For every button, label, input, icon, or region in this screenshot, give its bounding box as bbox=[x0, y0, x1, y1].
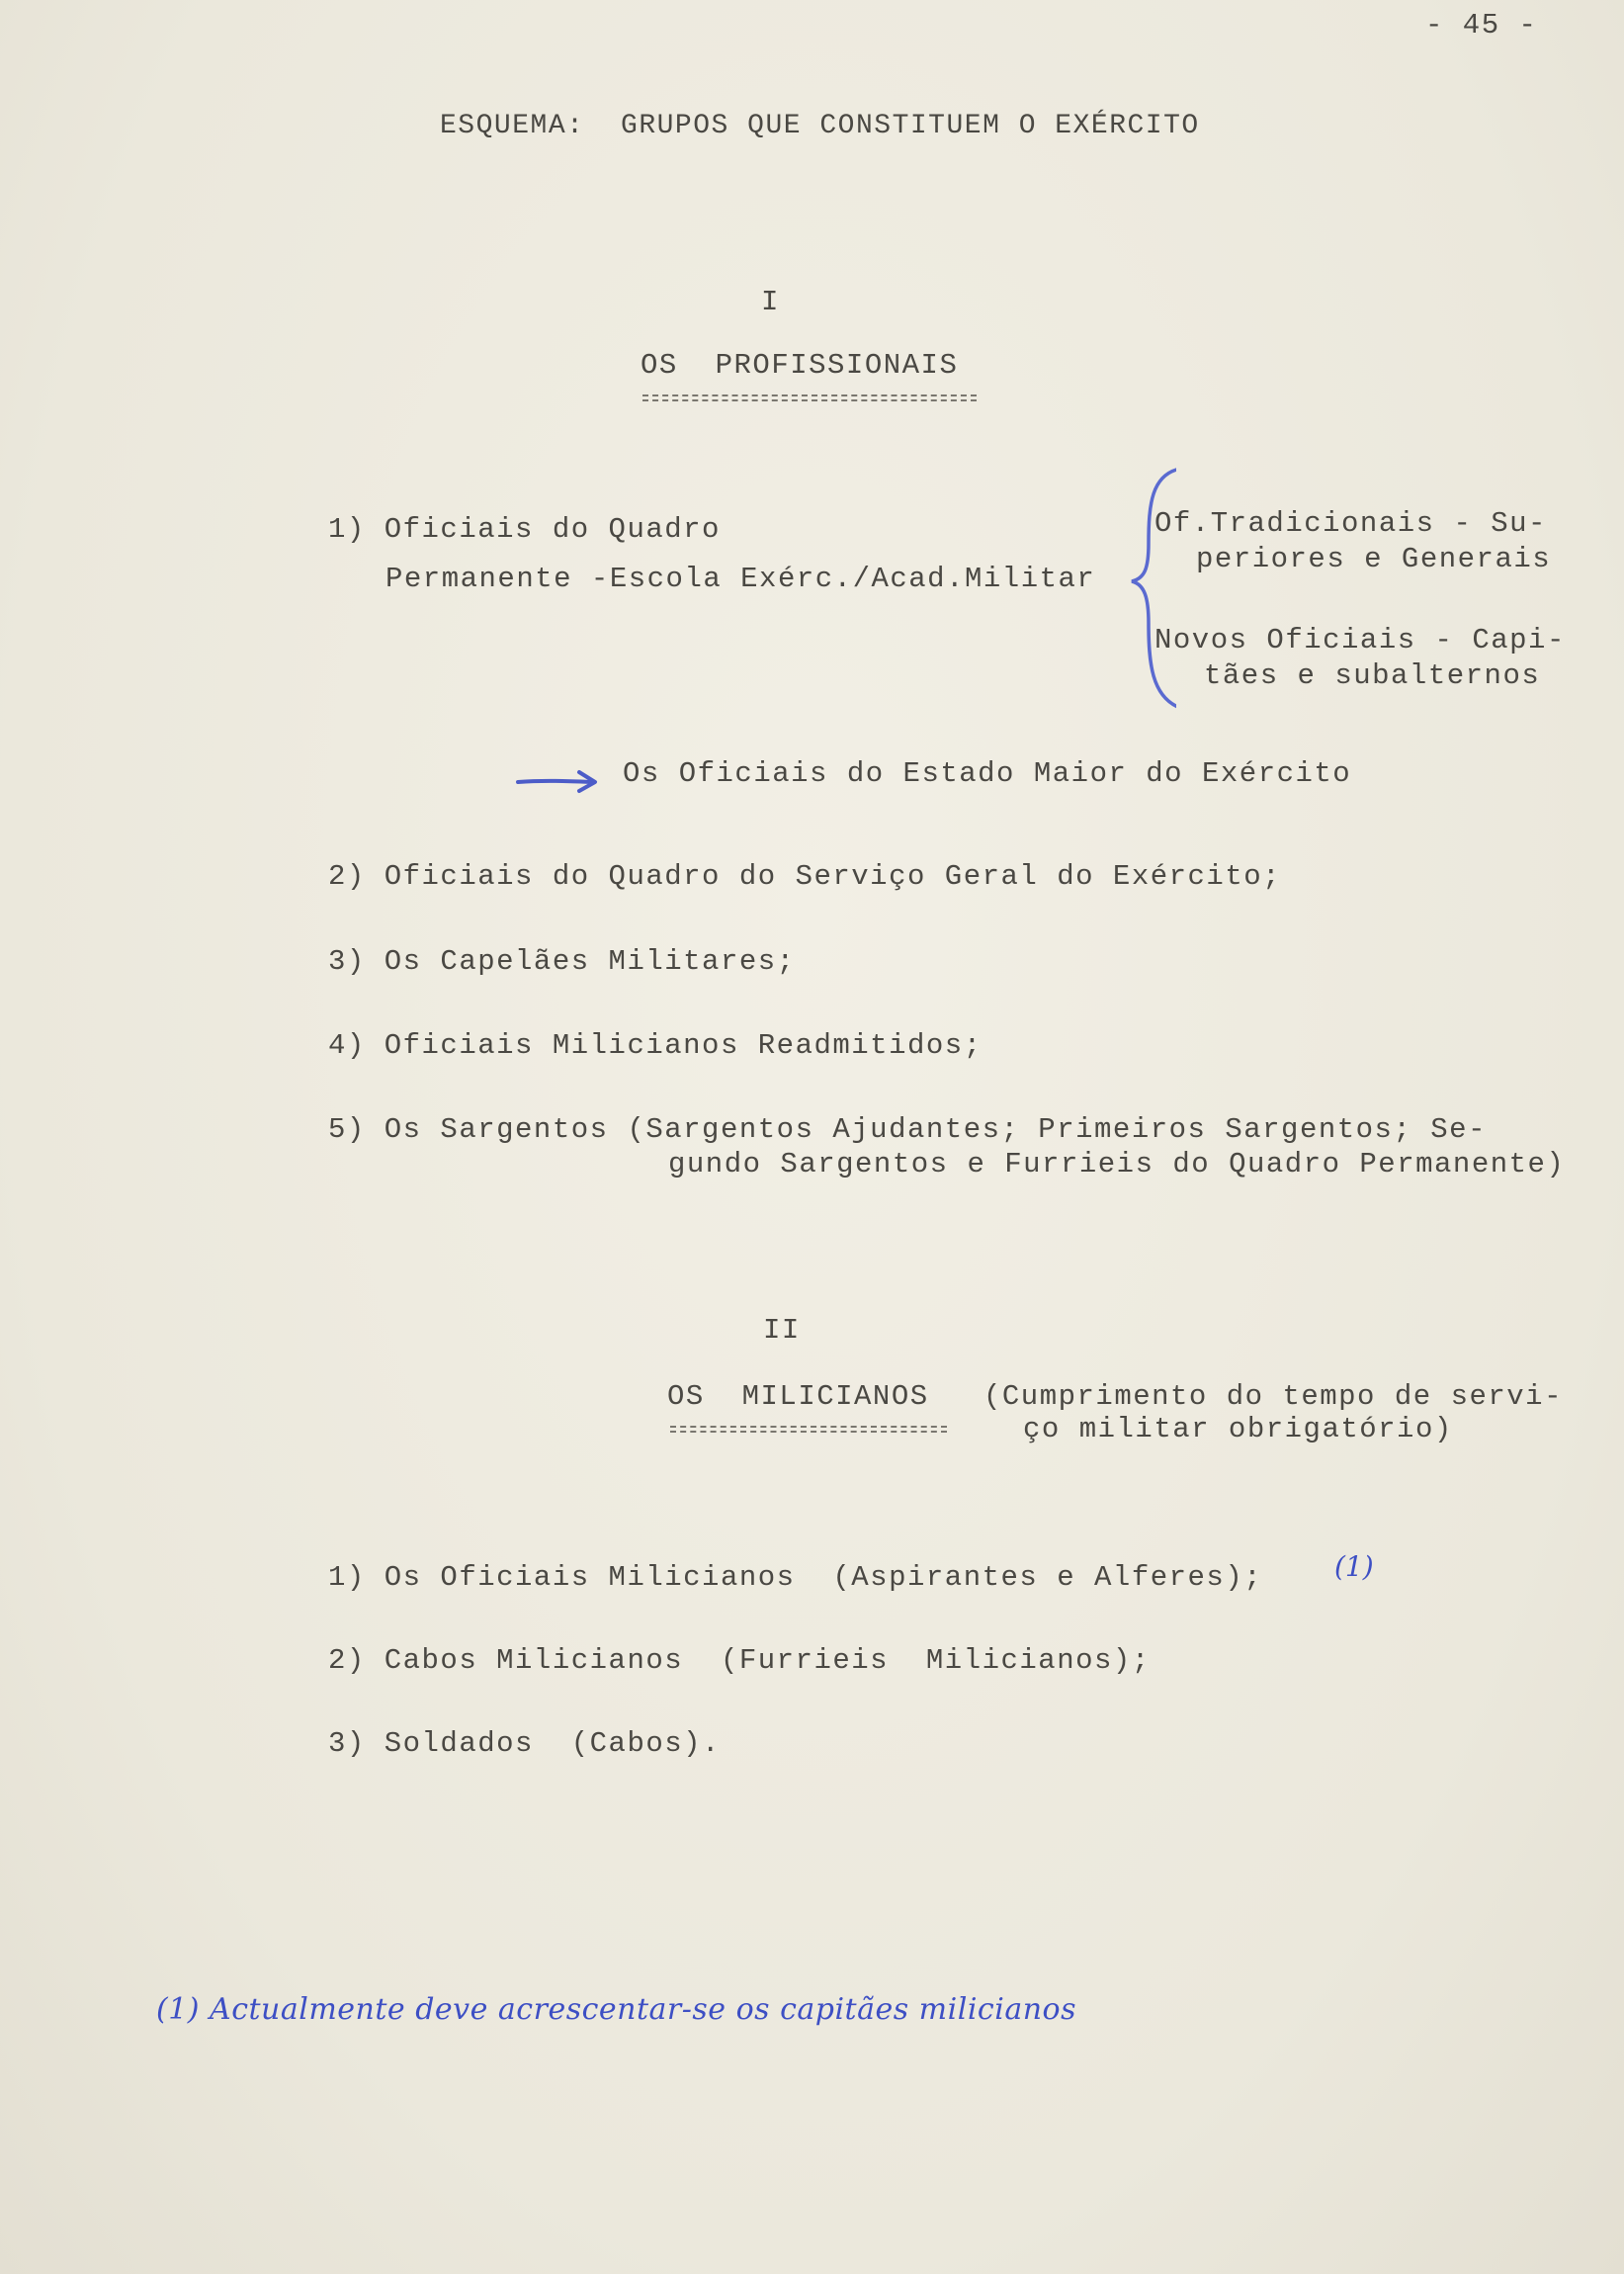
brace-mark bbox=[1097, 465, 1176, 712]
item5-line1: 5) Os Sargentos (Sargentos Ajudantes; Primeiros Sargentos; Se- bbox=[328, 1113, 1487, 1146]
arrow-icon bbox=[514, 766, 603, 796]
section-heading-milicianos: OS MILICIANOS bbox=[667, 1380, 929, 1413]
arrow-item: Os Oficiais do Estado Maior do Exército bbox=[623, 757, 1352, 790]
document-title: ESQUEMA: GRUPOS QUE CONSTITUEM O EXÉRCITO bbox=[440, 111, 1200, 141]
branch-a-line2: periores e Generais bbox=[1196, 543, 1552, 575]
handwritten-footnote: (1) Actualmente deve acrescentar-se os capitães milicianos bbox=[156, 1992, 1076, 2027]
milicianos-item1: 1) Os Oficiais Milicianos (Aspirantes e Alferes); bbox=[328, 1561, 1263, 1594]
heading-underline-milicianos-2 bbox=[670, 1431, 947, 1433]
section2-note-line1: (Cumprimento do tempo de servi- bbox=[983, 1380, 1563, 1413]
footnote-mark: (1) bbox=[1334, 1550, 1374, 1583]
section-numeral-ii: II bbox=[763, 1314, 801, 1347]
item5-line2: gundo Sargentos e Furrieis do Quadro Permanente) bbox=[668, 1148, 1566, 1181]
branch-b-line2: tães e subalternos bbox=[1204, 659, 1541, 692]
item4: 4) Oficiais Milicianos Readmitidos; bbox=[328, 1029, 983, 1062]
section-numeral-i: I bbox=[761, 286, 780, 318]
item2: 2) Oficiais do Quadro do Serviço Geral do Exército; bbox=[328, 860, 1282, 893]
milicianos-item2: 2) Cabos Milicianos (Furrieis Milicianos); bbox=[328, 1644, 1151, 1677]
item1-line1: 1) Oficiais do Quadro bbox=[328, 513, 721, 546]
item1-line2: Permanente -Escola Exérc./Acad.Militar bbox=[385, 563, 1096, 595]
branch-b-line1: Novos Oficiais - Capi- bbox=[1154, 624, 1566, 656]
section2-note-line2: ço militar obrigatório) bbox=[1023, 1413, 1453, 1445]
section-heading-profissionais: OS PROFISSIONAIS bbox=[641, 349, 959, 382]
page-number: - 45 - bbox=[1425, 9, 1538, 42]
heading-underline-profissionais bbox=[642, 394, 977, 396]
heading-underline-milicianos bbox=[670, 1426, 947, 1428]
branch-a-line1: Of.Tradicionais - Su- bbox=[1154, 507, 1547, 540]
item3: 3) Os Capelães Militares; bbox=[328, 945, 796, 978]
heading-underline-profissionais-2 bbox=[642, 399, 977, 401]
milicianos-item3: 3) Soldados (Cabos). bbox=[328, 1727, 721, 1760]
